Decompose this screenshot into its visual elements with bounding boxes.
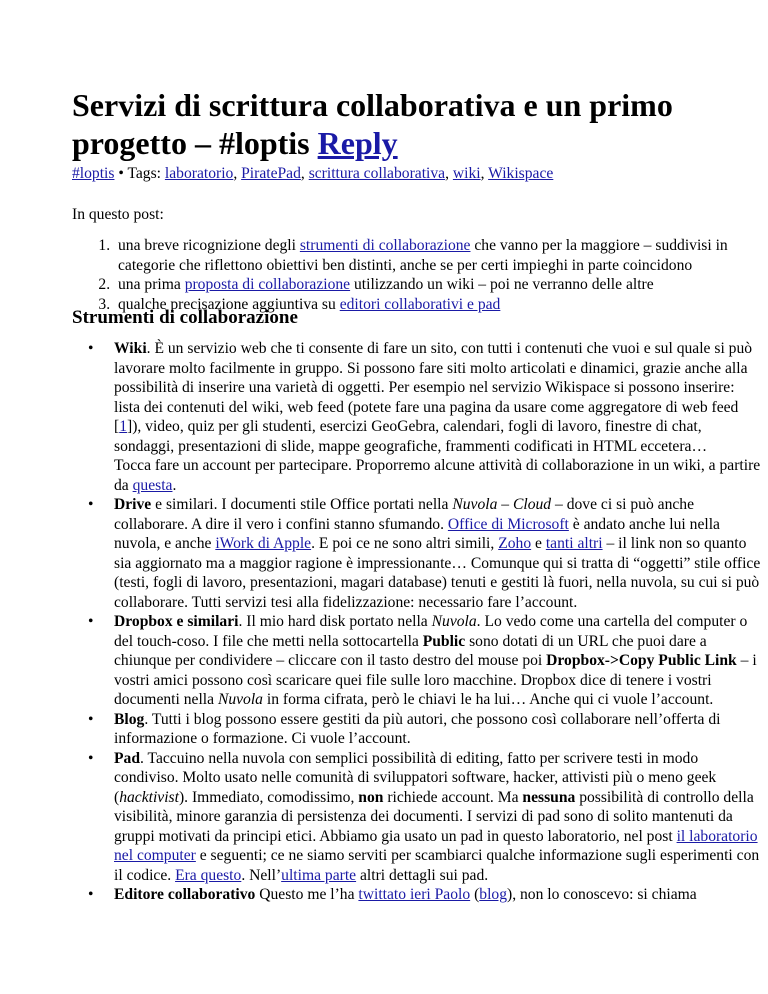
link-editori[interactable]: editori collaborativi e pad: [339, 295, 501, 313]
post-contents-list: [72, 236, 754, 314]
link-questa[interactable]: questa: [132, 476, 173, 494]
bullet-icon: •: [88, 613, 94, 630]
bullet-icon: •: [88, 710, 94, 728]
tool-item-blog: • Blog. Tutti i blog possono essere gestiti da più autori, che possono così collaborare nell’offerta di informazione o formazione. Ci vuole l’account.: [88, 710, 721, 747]
bullet-icon: •: [88, 886, 94, 903]
link-zoho[interactable]: Zoho: [498, 535, 532, 552]
link-laboratorio-computer[interactable]: il laboratorio nel computer: [114, 827, 758, 864]
link-era-questo[interactable]: Era questo: [175, 866, 242, 884]
tag-link-wikispace[interactable]: Wikispace: [488, 165, 554, 182]
tool-item-editor: • Editore collaborativo Questo me l’ha twittato ieri Paolo (blog), non lo conoscevo: si chiama: [88, 886, 697, 903]
link-blog[interactable]: blog: [479, 886, 507, 903]
tools-list: [72, 339, 762, 905]
hashtag-link[interactable]: #loptis: [72, 165, 115, 182]
tool-item-dropbox: • Dropbox e similari. Il mio hard disk portato nella Nuvola. Lo vedo come una cartella del computer o del touch-coso. I file che metti nella sottocartella Public sono dotati di un URL che puoi dare a chiunque per condividere – cliccare con il tasto destro del mouse poi Dropbox->Copy Public Link – i vostri amici possono così scaricare quei file sulle loro macchine. Dropbox dice di tenere i vostri documenti nella Nuvola in forma cifrata, però le chiavi le ha lui… Anche qui ci vuole l’account.: [88, 613, 757, 708]
list-item: 3. qualche precisazione aggiuntiva su editori collaborativi e pad: [114, 295, 754, 315]
link-twittato-paolo[interactable]: twittato ieri Paolo: [358, 886, 471, 903]
section-heading: Strumenti di collaborazione: [72, 307, 298, 328]
bullet-icon: •: [88, 749, 94, 767]
tool-item-wiki: • Wiki. È un servizio web che ti consente di fare un sito, con tutti i contenuti che vuoi e sul quale si può lavorare molto facilmente in gruppo. Si possono fare siti molto articolati e dinamici, grazie anche alla possibilità di inserire una varietà di oggetti. Per esempio nel servizio Wikispace si possono inserire: lista dei contenuti del wiki, web feed (potete fare una pagina da usare come aggregatore di web feed [1]), video, quiz per gli studenti, esercizi GeoGebra, calendari, fogli di lavoro, finestre di chat, sondaggi, presentazioni di slide, mappe geografiche, frammenti codificati in HTML eccetera… Tocca fare un account per partecipare. Proporremo alcune attività di collaborazione in un wiki, a partire da questa.: [88, 340, 761, 494]
tag-link-scrittura-collaborativa[interactable]: scrittura collaborativa: [308, 165, 446, 182]
tag-link-piratepad[interactable]: PiratePad: [241, 165, 301, 182]
page-title: Servizi di scrittura collaborativa e un primo progetto – #loptis Reply: [72, 87, 673, 161]
link-ultima-parte[interactable]: ultima parte: [281, 866, 357, 884]
link-strumenti[interactable]: strumenti di collaborazione: [299, 237, 471, 254]
link-iwork-apple[interactable]: iWork di Apple: [215, 535, 312, 552]
post-meta: #loptis • Tags: laboratorio, PiratePad, scrittura collaborativa, wiki, Wikispace: [72, 165, 554, 182]
ref-link[interactable]: 1: [119, 418, 127, 435]
list-item: 1. una breve ricognizione degli strumenti di collaborazione che vanno per la maggiore – suddivisi in categorie che riflettono obiettivi ben distinti, anche se per certi impieghi in parte coincidono: [114, 236, 754, 275]
intro-text: In questo post:: [72, 206, 164, 223]
reply-link[interactable]: Reply: [317, 125, 398, 161]
link-office-microsoft[interactable]: Office di Microsoft: [447, 515, 569, 533]
tool-item-pad: • Pad. Taccuino nella nuvola con semplici possibilità di editing, fatto per scrivere testi in modo condiviso. Molto usato nelle comunità di sviluppatori software, hacker, attivisti più o meno geek (hacktivist). Immediato, comodissimo, non richiede account. Ma nessuna possibilità di controllo della visibilità, minore garanzia di persistenza dei documenti. I servizi di pad sono di solito mantenuti da gruppi motivati da principi etici. Abbiamo gia usato un pad in questo laboratorio, nel post il laboratorio nel computer e seguenti; ce ne siamo serviti per scambiarci qualche informazione sugli esperimenti con il codice. Era questo. Nell’ultima parte altri dettagli sui pad.: [88, 749, 760, 884]
bullet-icon: •: [88, 340, 94, 357]
bullet-icon: •: [88, 496, 94, 513]
tag-link-laboratorio[interactable]: laboratorio: [164, 165, 234, 182]
link-proposta[interactable]: proposta di collaborazione: [184, 276, 351, 293]
link-tanti-altri[interactable]: tanti altri: [545, 535, 603, 552]
tag-link-wiki[interactable]: wiki: [452, 165, 481, 182]
tool-item-drive: • Drive e similari. I documenti stile Office portati nella Nuvola – Cloud – dove ci si può anche collaborare. A dire il vero i confini stanno sfumando. Office di Microsoft è andato anche lui nella nuvola, e anche iWork di Apple. E poi ce ne sono altri simili, Zoho e tanti altri – il link non so quanto sia aggiornato ma a maggior ragione è impressionante… Comunque qui si tratta di “oggetti” stile office (testi, fogli di lavoro, presentazioni, magari database) tenuti e gestiti là fuori, nella nuvola, su cui si può collaborare. Tutti servizi tesi alla fidelizzazione: necessario fare l’account.: [88, 496, 761, 611]
list-item: 2. una prima proposta di collaborazione utilizzando un wiki – poi ne verranno delle altre: [114, 275, 754, 295]
